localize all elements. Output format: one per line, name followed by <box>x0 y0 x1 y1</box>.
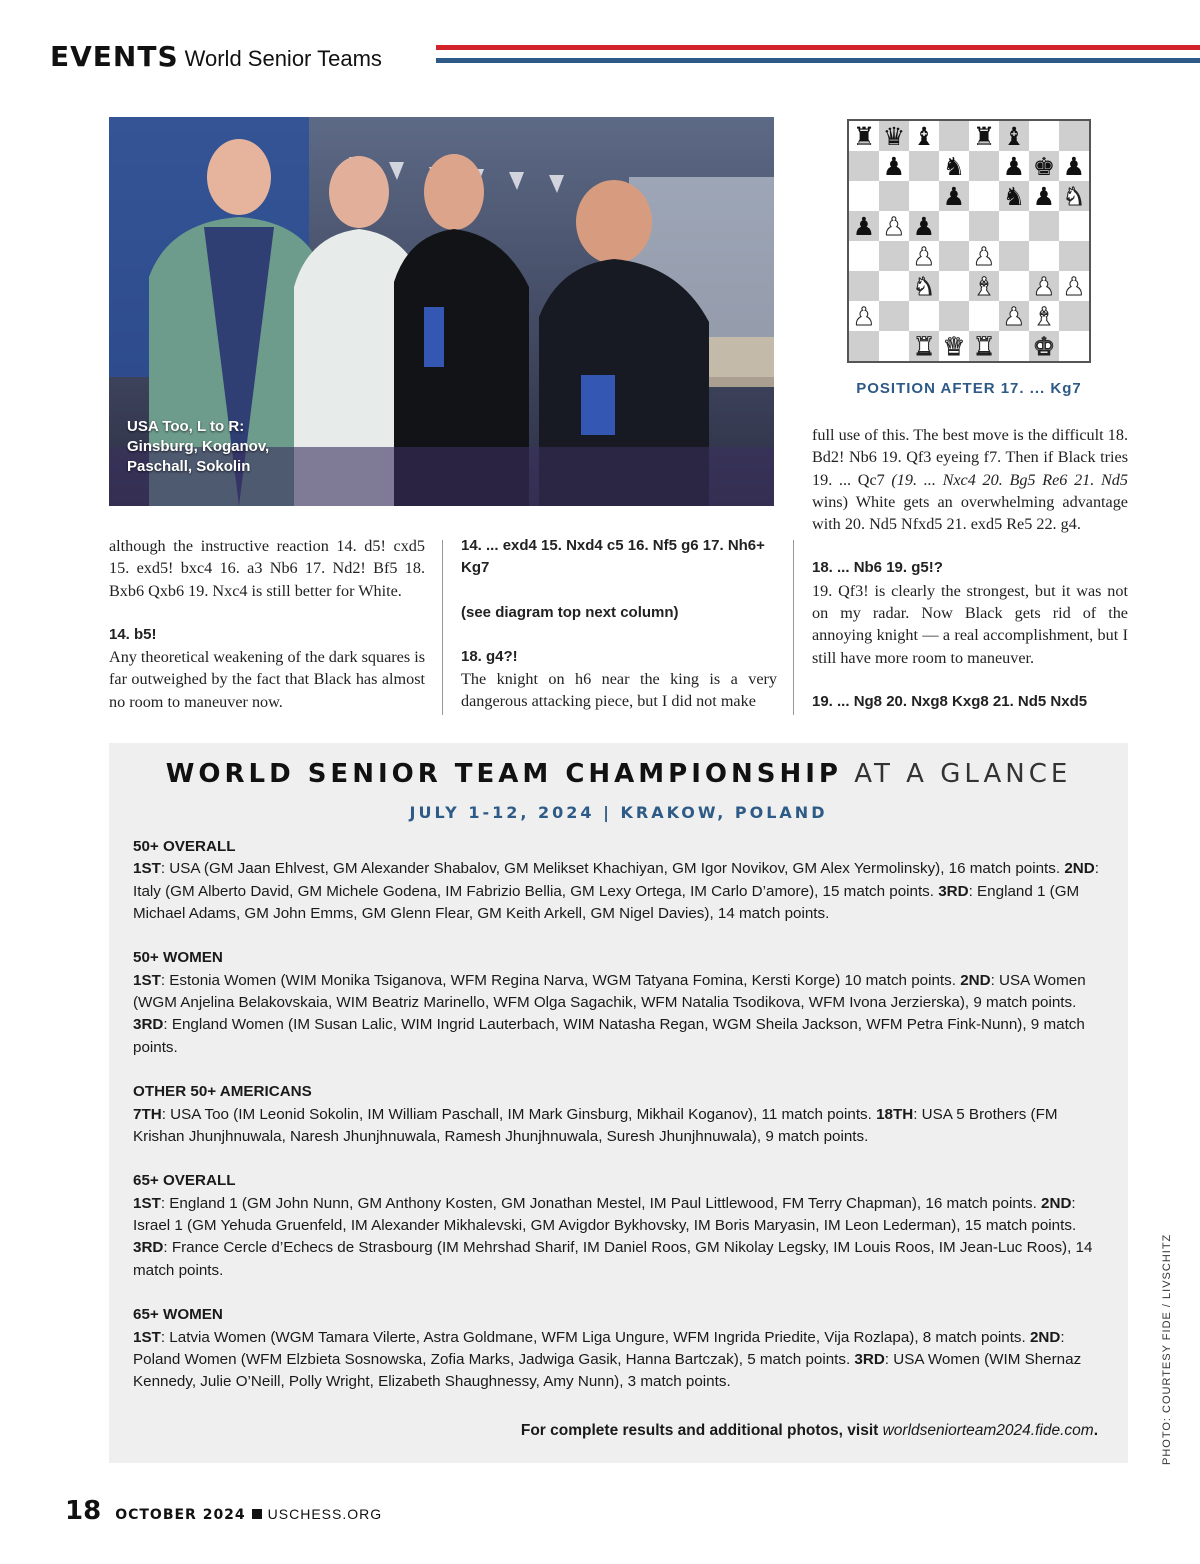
board-square <box>1029 331 1059 361</box>
white-pawn-icon: ♟ <box>912 241 936 271</box>
board-square <box>909 211 939 241</box>
board-square <box>909 181 939 211</box>
board-square <box>939 331 969 361</box>
board-square <box>939 211 969 241</box>
black-pawn-icon: ♟ <box>1032 181 1056 211</box>
board-square <box>1059 301 1089 331</box>
white-bishop-icon: ♝ <box>1032 301 1056 331</box>
black-queen-icon: ♛ <box>882 121 906 151</box>
glance-title <box>109 759 1128 789</box>
move-heading: 18. g4?! <box>461 647 518 665</box>
at-a-glance-box <box>109 743 1128 1463</box>
board-square <box>999 301 1029 331</box>
board-square <box>879 331 909 361</box>
black-pawn-icon: ♟ <box>942 181 966 211</box>
board-square <box>969 151 999 181</box>
flag-stripes <box>436 45 1200 67</box>
italic-run: (19. ... Nxc4 20. Bg5 Re6 21. Nd5 <box>891 470 1128 489</box>
category-results: 1ST: Latvia Women (WGM Tamara Vilerte, Astra Goldmane, WFM Liga Ungure, WFM Ingrida Priedite, Vija Rozlapa), 8 match points. 2ND: Poland Women (WFM Elzbieta Sosnowska, Zofia Marks, Jadwiga Gasik, Hanna Bartczak), 5 match points. 3RD: USA Women (WIM Shernaz Kennedy, Julie O’Neill, Polly Wright, Elizabeth Shaughnessy, Amy Nunn), 3 match points. <box>133 1328 1082 1391</box>
white-queen-icon: ♛ <box>942 331 966 361</box>
board-square <box>849 301 879 331</box>
board-square <box>849 211 879 241</box>
white-pawn-icon: ♟ <box>1032 271 1056 301</box>
board-square <box>879 211 909 241</box>
team-photo <box>109 117 774 506</box>
category-heading: 50+ OVERALL <box>133 838 236 855</box>
board-square <box>849 121 879 151</box>
board-square <box>1059 211 1089 241</box>
board-square <box>999 241 1029 271</box>
white-rook-icon: ♜ <box>912 331 936 361</box>
column-divider <box>442 540 443 715</box>
category-heading: 50+ WOMEN <box>133 949 223 967</box>
paragraph: The knight on h6 near the king is a very dangerous attacking piece, but I did not make <box>461 670 777 711</box>
results-footnote: For complete results and additional photos, visit worldseniorteam2024.fide.com. <box>520 1422 1098 1439</box>
section-subtitle: World Senior Teams <box>184 46 382 71</box>
board-square <box>1029 181 1059 211</box>
black-knight-icon: ♞ <box>1002 181 1026 211</box>
diagram-reference: (see diagram top next column) <box>461 603 679 621</box>
board-square <box>939 181 969 211</box>
glance-title-thin: AT A GLANCE <box>854 759 1072 789</box>
board-square <box>1029 271 1059 301</box>
page-number: 18 <box>65 1496 102 1526</box>
paragraph <box>812 424 1128 535</box>
white-pawn-icon: ♟ <box>852 301 876 331</box>
category-heading: OTHER 50+ AMERICANS <box>133 1083 312 1101</box>
black-pawn-icon: ♟ <box>882 151 906 181</box>
black-bishop-icon: ♝ <box>912 121 936 151</box>
white-pawn-icon: ♟ <box>972 241 996 271</box>
paragraph: although the instructive reaction 14. d5! cxd5 15. exd5! bxc4 16. a3 Nb6 17. Nd2! Bf5 18. Bxb6 Qxb6 19. Nxc4 is still better for White. <box>109 537 425 600</box>
photo-caption-line: USA Too, L to R: <box>127 418 245 435</box>
board-square <box>879 181 909 211</box>
white-rook-icon: ♜ <box>972 331 996 361</box>
board-square <box>999 211 1029 241</box>
chess-diagram <box>847 119 1091 363</box>
board-square <box>1029 241 1059 271</box>
text-run: full use of this. The best move is the difficult 18. Bd2! Nb6 19. Qf3 eyeing f7. Then if Black tries 19. ... Qc7 <box>812 426 1128 489</box>
photo-caption <box>127 417 269 477</box>
category-results: 7TH: USA Too (IM Leonid Sokolin, IM William Paschall, IM Mark Ginsburg, Mikhail Koganov), 11 match points. 18TH: USA 5 Brothers (FM Krishan Jhunjhnuwala, Naresh Jhunjhnuwala, Ramesh Jhunjhnuwala, Suresh Jhunjhnuwala), 9 match points. <box>133 1105 1058 1145</box>
issue-date: OCTOBER 2024 <box>115 1507 246 1523</box>
board-square <box>939 151 969 181</box>
board-square <box>999 121 1029 151</box>
board-square <box>849 331 879 361</box>
board-square <box>879 121 909 151</box>
section-label: EVENTS <box>50 40 179 73</box>
white-bishop-icon: ♝ <box>972 271 996 301</box>
results-list <box>133 836 1108 1393</box>
board-square <box>939 301 969 331</box>
black-rook-icon: ♜ <box>852 121 876 151</box>
text-column-3 <box>812 424 1128 713</box>
board-square <box>999 151 1029 181</box>
category-results: 1ST: Estonia Women (WIM Monika Tsiganova, WFM Regina Narva, WGM Tatyana Fomina, Kersti Korge) 10 match points. 2ND: USA Women (WGM Anjelina Belakovskaia, WIM Beatriz Marinello, WFM Olga Sagachik, WFM Natalia Tsodikova, WFM Ivona Jerzierska), 9 match points. 3RD: England Women (IM Susan Lalic, WIM Ingrid Lauterbach, WIM Natasha Regan, WGM Sheila Jackson, WFM Petra Fink-Nunn), 9 match points. <box>133 971 1086 1056</box>
board-square <box>969 121 999 151</box>
text-column-2 <box>461 535 777 713</box>
board-square <box>969 181 999 211</box>
board-square <box>1059 151 1089 181</box>
move-heading: 18. ... Nb6 19. g5!? <box>812 559 943 577</box>
results-link[interactable]: worldseniorteam2024.fide.com <box>882 1422 1094 1439</box>
board-square <box>999 331 1029 361</box>
board-square <box>1059 331 1089 361</box>
page-footer <box>65 1496 382 1526</box>
black-pawn-icon: ♟ <box>852 211 876 241</box>
white-pawn-icon: ♟ <box>882 211 906 241</box>
board-square <box>909 151 939 181</box>
board-square <box>969 241 999 271</box>
board-square <box>969 301 999 331</box>
board-square <box>879 301 909 331</box>
board-square <box>1059 241 1089 271</box>
board-square <box>969 271 999 301</box>
black-knight-icon: ♞ <box>942 151 966 181</box>
move-heading: 14. b5! <box>109 625 157 643</box>
board-square <box>879 241 909 271</box>
board-square <box>879 151 909 181</box>
board-square <box>849 181 879 211</box>
category-results: 1ST: USA (GM Jaan Ehlvest, GM Alexander Shabalov, GM Melikset Khachiyan, GM Igor Novikov, GM Alex Yermolinsky), 16 match points. 2ND: Italy (GM Alberto David, GM Michele Godena, IM Fabrizio Bellia, GM Lexy Ortega, IM Carlo D’amore), 15 match points. 3RD: England 1 (GM Michael Adams, GM John Emms, GM Glenn Flear, GM Keith Arkell, GM Nigel Davies), 14 match points. <box>133 860 1099 922</box>
board-square <box>879 271 909 301</box>
black-king-icon: ♚ <box>1032 151 1056 181</box>
section-header <box>50 40 382 80</box>
photo-credit: PHOTO: COURTESY FIDE / LIVSCHITZ <box>1161 1233 1173 1465</box>
black-pawn-icon: ♟ <box>912 211 936 241</box>
board-square <box>909 271 939 301</box>
board-square <box>909 241 939 271</box>
white-knight-icon: ♞ <box>1062 181 1086 211</box>
board-square <box>1029 121 1059 151</box>
board-square <box>969 211 999 241</box>
black-pawn-icon: ♟ <box>1002 151 1026 181</box>
paragraph: Any theoretical weakening of the dark squares is far outweighed by the fact that Black has almost no room to maneuver now. <box>109 648 425 711</box>
board-square <box>909 121 939 151</box>
black-bishop-icon: ♝ <box>1002 121 1026 151</box>
column-divider <box>793 540 794 715</box>
move-heading: 19. ... Ng8 20. Nxg8 Kxg8 21. Nd5 Nxd5 <box>812 692 1088 710</box>
board-square <box>1059 181 1089 211</box>
category-results: 1ST: England 1 (GM John Nunn, GM Anthony Kosten, GM Jonathan Mestel, IM Paul Littlewood, FM Terry Chapman), 16 match points. 2ND: Israel 1 (GM Yehuda Gruenfeld, IM Alexander Mikhalevski, GM Avigdor Bykhovsky, IM Boris Maryasin, IM Leon Lederman), 15 match points. 3RD: France Cercle d’Echecs de Strasbourg (IM Mehrshad Sharif, IM Daniel Roos, GM Nikolay Legsky, IM Louis Roos, IM Jean-Luc Roos), 14 match points. <box>133 1194 1093 1279</box>
square-bullet-icon <box>252 1509 262 1519</box>
board-square <box>849 241 879 271</box>
board-square <box>849 271 879 301</box>
paragraph: 19. Qf3! is clearly the strongest, but it was not on my radar. Now Black gets rid of the annoying knight — a real accomplishment, but I still have more room to maneuver. <box>812 581 1128 667</box>
black-pawn-icon: ♟ <box>1062 151 1086 181</box>
board-square <box>1029 211 1059 241</box>
board-square <box>939 271 969 301</box>
board-square <box>969 331 999 361</box>
glance-title-bold: WORLD SENIOR TEAM CHAMPIONSHIP <box>165 759 842 789</box>
board-square <box>1059 121 1089 151</box>
board-square <box>999 271 1029 301</box>
photo-caption-line: Paschall, Sokolin <box>127 458 251 475</box>
event-dates: JULY 1-12, 2024 | KRAKOW, POLAND <box>409 803 828 822</box>
board-square <box>909 301 939 331</box>
board-square <box>939 241 969 271</box>
category-heading: 65+ WOMEN <box>133 1306 223 1324</box>
board-square <box>1029 301 1059 331</box>
board-square <box>1029 151 1059 181</box>
photo-caption-line: Ginsburg, Koganov, <box>127 438 270 455</box>
text-run: wins <box>812 492 843 511</box>
board-square <box>849 151 879 181</box>
white-knight-icon: ♞ <box>912 271 936 301</box>
board-square <box>939 121 969 151</box>
board-square <box>909 331 939 361</box>
board-square <box>1059 271 1089 301</box>
move-heading: 14. ... exd4 15. Nxd4 c5 16. Nf5 g6 17. Nh6+ Kg7 <box>461 537 765 577</box>
white-king-icon: ♚ <box>1032 331 1056 361</box>
text-column-1 <box>109 535 425 713</box>
category-heading: 65+ OVERALL <box>133 1172 236 1190</box>
white-pawn-icon: ♟ <box>1062 271 1086 301</box>
black-rook-icon: ♜ <box>972 121 996 151</box>
white-pawn-icon: ♟ <box>1002 301 1026 331</box>
text-run: ) White gets an overwhelming advantage with 20. Nd5 Nfxd5 21. exd5 Re5 22. g4. <box>812 492 1128 534</box>
board-square <box>999 181 1029 211</box>
diagram-caption: POSITION AFTER 17. ... Kg7 <box>856 380 1082 397</box>
site-url: USCHESS.ORG <box>267 1506 383 1522</box>
